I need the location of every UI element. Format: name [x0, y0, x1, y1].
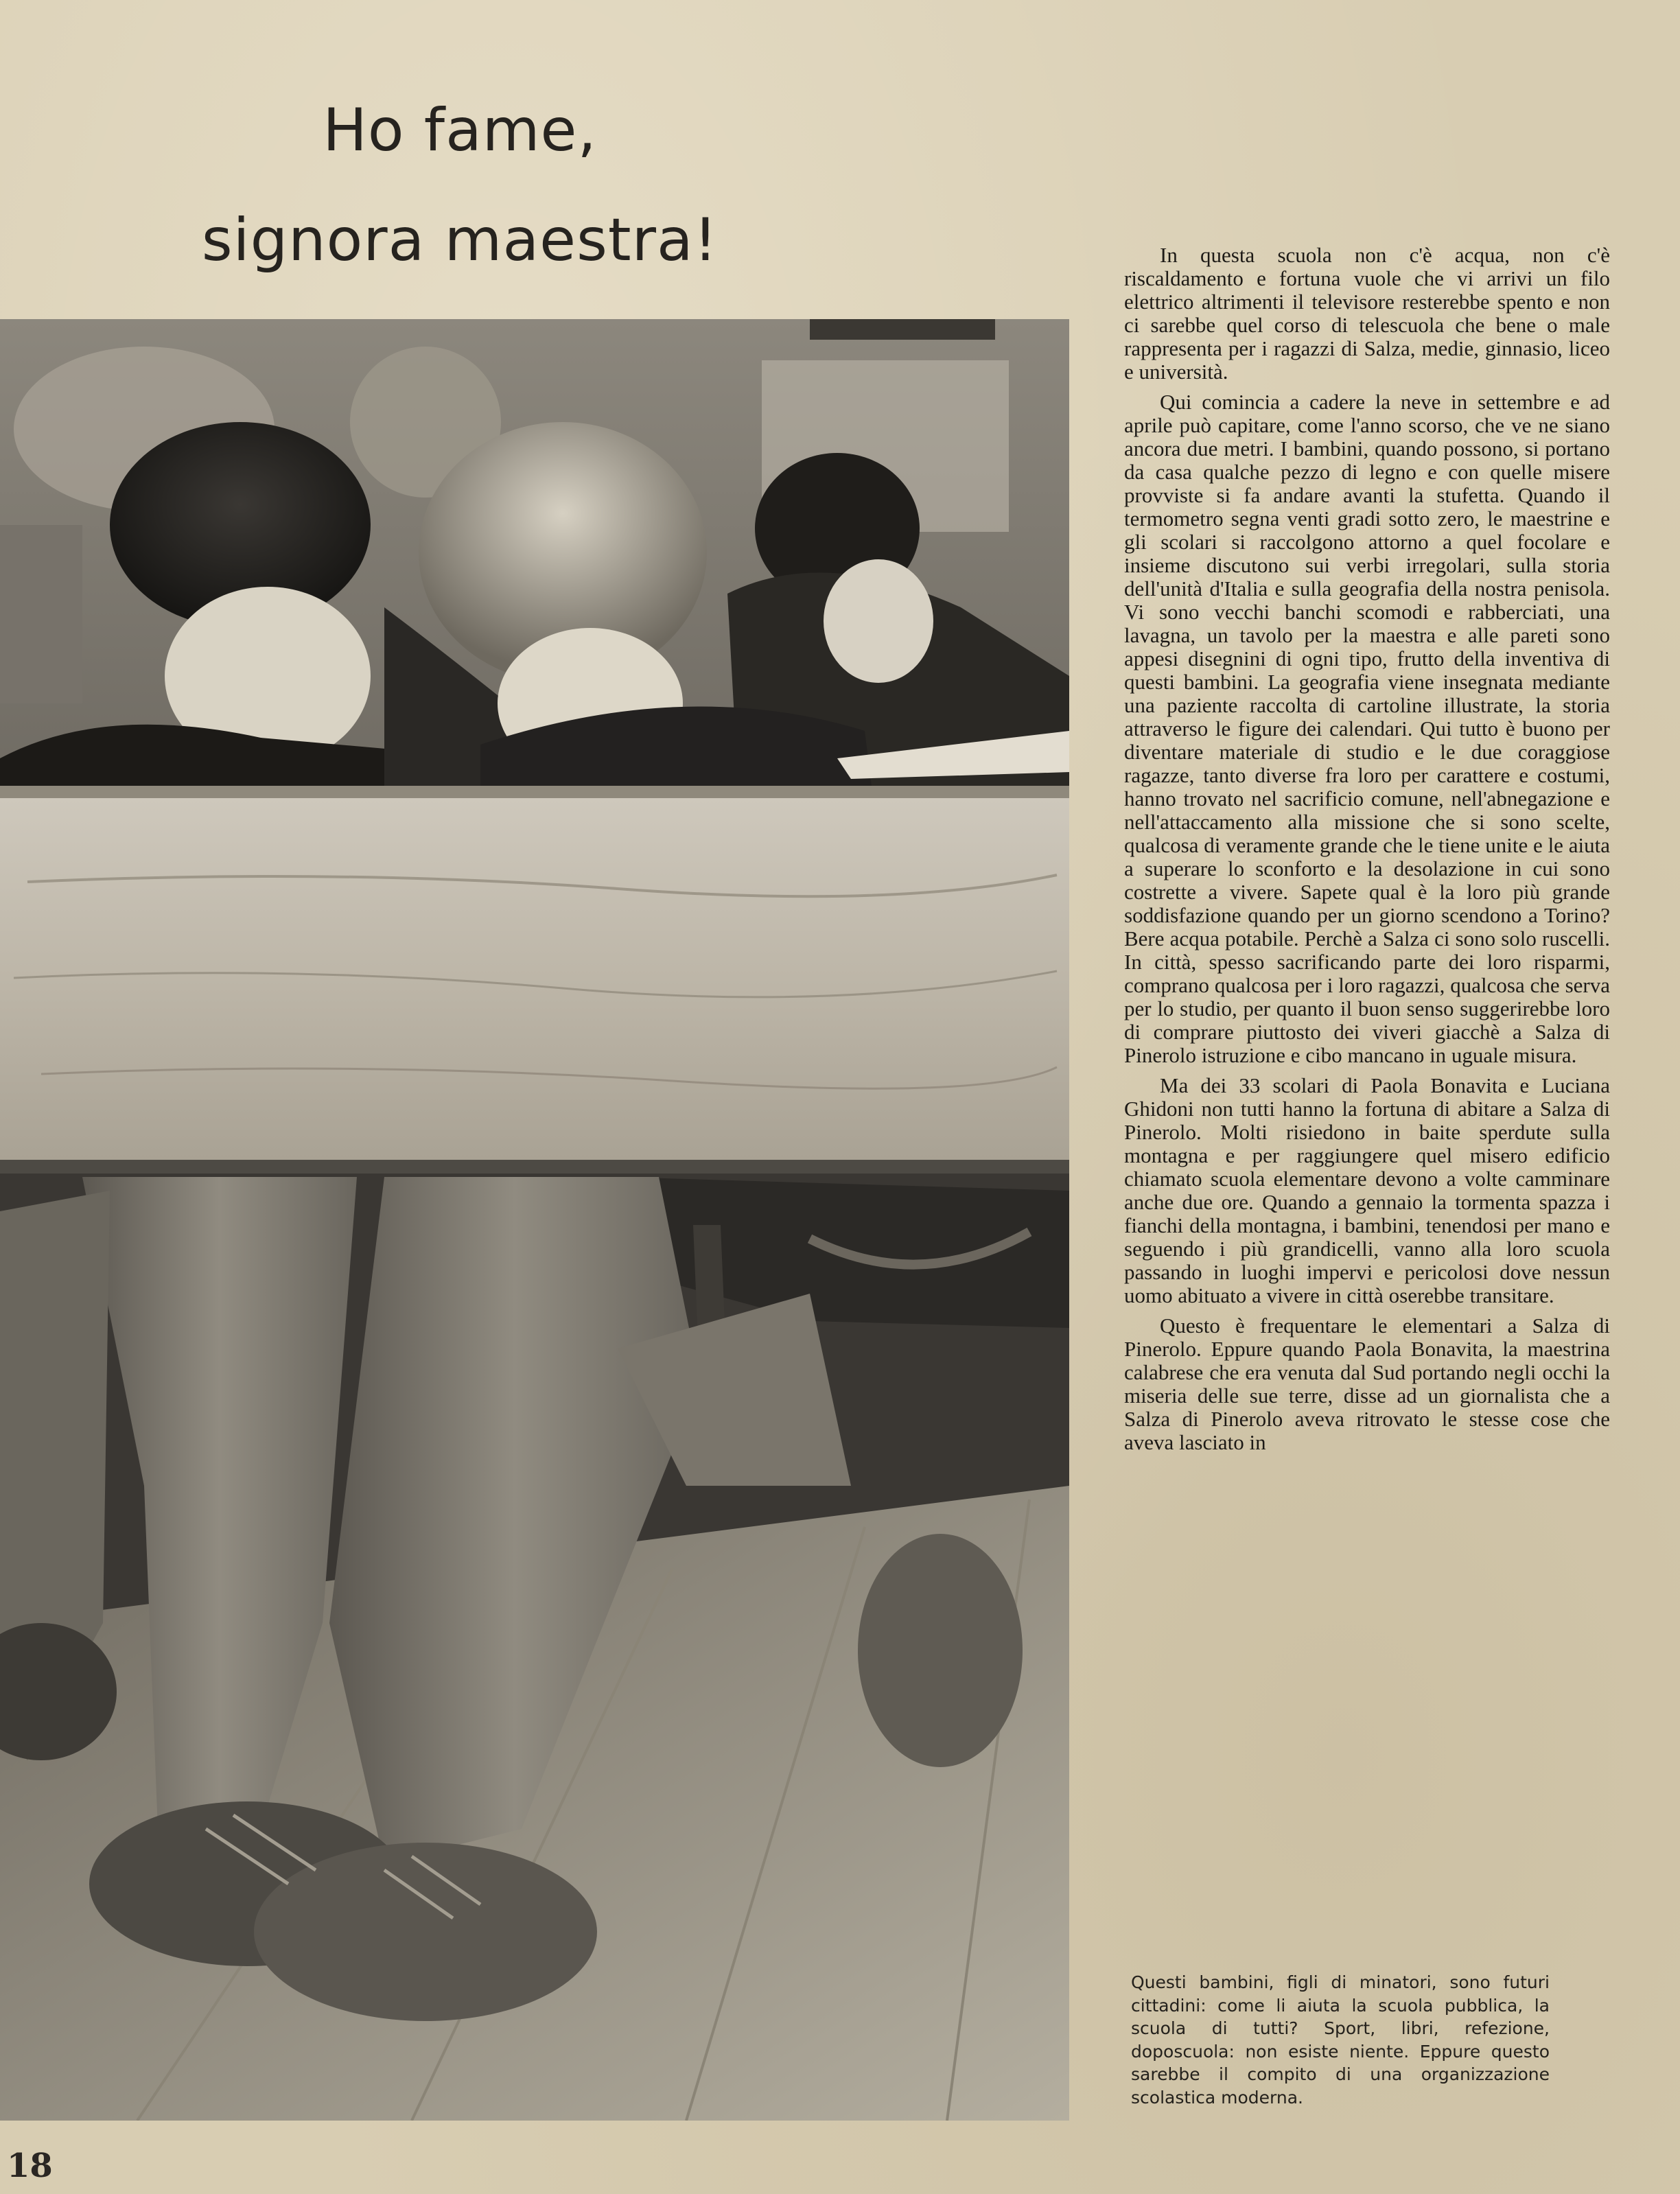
article-paragraph-1: In questa scuola non c'è acqua, non c'è riscaldamento e fortuna vuole che vi arrivi un filo elettrico altrimenti il televisore resterebbe spento e non ci sarebbe quel corso di telescuola che bene o male rappresenta per i ragazzi di Salza, medie, ginnasio, liceo e università.: [1124, 243, 1610, 384]
page-title: [151, 75, 769, 295]
article-paragraph-3: Ma dei 33 scolari di Paola Bonavita e Luciana Ghidoni non tutti hanno la fortuna di abitare a Salza di Pinerolo. Molti risiedono in baite sperdute sulla montagna e per raggiungere quel misero edificio chiamato scuola elementare devono a volte camminare anche due ore. Quando a gennaio la tormenta spazza i fianchi della montagna, i bambini, tenendosi per mano e seguendo i più grandicelli, vanno alla loro scuola passando in luoghi impervi e pericolosi dove nessun uomo abituato a vivere in città oserebbe transitare.: [1124, 1073, 1610, 1307]
headline-line-1: Ho fame,: [323, 96, 597, 165]
classroom-photo-icon: [0, 319, 1069, 2121]
article-body: [1124, 244, 1610, 1461]
classroom-photo: [0, 319, 1069, 2121]
headline-line-2: signora maestra!: [201, 206, 719, 275]
photo-caption: Questi bambini, figli di minatori, sono futuri cittadini: come li aiuta la scuola pubblica, la scuola di tutti? Sport, libri, refezione, doposcuola: non esiste niente. Eppure questo sarebbe il compito di una organizzazione scolastica moderna.: [1131, 1972, 1550, 2108]
page-number: 18: [7, 2147, 53, 2185]
article-paragraph-4: Questo è frequentare le elementari a Salza di Pinerolo. Eppure quando Paola Bonavita, la maestrina calabrese che era venuta dal Sud portando negli occhi la miseria delle sue terre, disse ad un giornalista che a Salza di Pinerolo aveva ritrovato le stesse cose che aveva lasciato in: [1124, 1314, 1610, 1454]
article-paragraph-2: Qui comincia a cadere la neve in settembre e ad aprile può capitare, come l'anno scorso, che ve ne siano ancora due metri. I bambini, quando possono, si portano da casa qualche pezzo di legno e con quelle misere provviste si fa andare avanti la stufetta. Quando il termometro segna venti gradi sotto zero, le maestrine e gli scolari si raccolgono attorno a quel focolare e insieme discutono sui verbi irregolari, sulla storia dell'unità d'Italia e sulla geografia della nostra penisola. Vi sono vecchi banchi scomodi e rabberciati, una lavagna, un tavolo per la maestra e alle pareti sono appesi disegnini di ogni tipo, frutto della inventiva di questi bambini. La geografia viene insegnata mediante una paziente raccolta di cartoline illustrate, la storia attraverso le figure dei calendari. Qui tutto è buono per diventare materiale di studio e le due coraggiose ragazze, tanto diverse fra loro per carattere e costumi, hanno trovato nel sacrificio comune, nell'abnegazione e nell'attaccamento alla missione che si sono scelte, qualcosa di veramente grande che le tiene unite e le aiuta a superare lo sconforto e la desolazione in cui sono costrette a vivere. Sapete qual è la loro più grande soddisfazione quando per un giorno scendono a Torino? Bere acqua potabile. Perchè a Salza ci sono solo ruscelli. In città, spesso sacrificando parte dei loro risparmi, comprano qualcosa per i loro ragazzi, qualcosa che serva per lo studio, per quanto il buon senso suggerirebbe loro di comprare piuttosto dei viveri giacchè a Salza di Pinerolo istruzione e cibo mancano in uguale misura.: [1124, 390, 1610, 1067]
